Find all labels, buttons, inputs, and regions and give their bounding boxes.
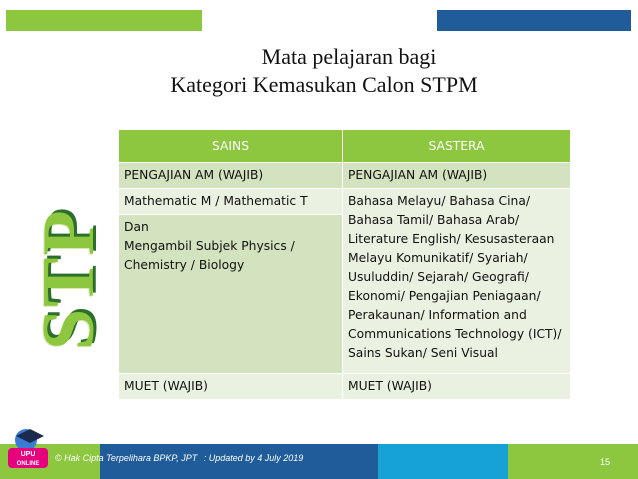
sains-mathematic: Mathematic M / Mathematic T: [119, 189, 343, 215]
sastera-pengajian-am: PENGAJIAN AM (WAJIB): [343, 163, 571, 189]
sains-pengajian-am: PENGAJIAN AM (WAJIB): [119, 163, 343, 189]
title-line-1: Mata pelajaran bagi: [261, 44, 437, 69]
header-sains: SAINS: [119, 130, 343, 163]
sains-muet: MUET (WAJIB): [119, 374, 343, 400]
footer-segment-green-right: [508, 444, 638, 479]
top-right-accent-bar: [437, 10, 631, 31]
stpm-side-mark: STP: [28, 208, 110, 350]
svg-text:UPU: UPU: [20, 451, 36, 458]
footer-copyright: [55, 453, 303, 463]
header-sastera: SASTERA: [343, 130, 571, 163]
sastera-subject-list: Bahasa Melayu/ Bahasa Cina/ Bahasa Tamil/ Bahasa Arab/ Literature English/ Kesusasteraan Melayu Komunikatif/ Syariah/ Usuluddin/ Sejarah/ Geografi/ Ekonomi/ Pengajian Peniagaan/ Perakaunan/ Information and Communications Technology (ICT)/ Sains Sukan/ Seni Visual: [343, 189, 571, 374]
subjects-table: [118, 129, 571, 400]
upu-online-logo: [6, 426, 56, 474]
title-line-2: Kategori Kemasukan Calon STPM: [170, 72, 478, 97]
slide-title: [0, 43, 638, 99]
page-number: 15: [600, 457, 611, 467]
top-left-accent-bar: [6, 10, 202, 31]
updated-text: : Updated by 4 July 2019: [203, 453, 304, 463]
sains-physics-chem-bio: [119, 215, 343, 374]
svg-text:ONLINE: ONLINE: [16, 461, 40, 467]
sains-dan-text: Dan Mengambil Subjek Physics / Chemistry / Biology: [124, 220, 295, 272]
sastera-muet: MUET (WAJIB): [343, 374, 571, 400]
copyright-text: © Hak Cipta Terpelihara BPKP, JPT: [55, 453, 198, 463]
footer-segment-cyan: [378, 444, 508, 479]
